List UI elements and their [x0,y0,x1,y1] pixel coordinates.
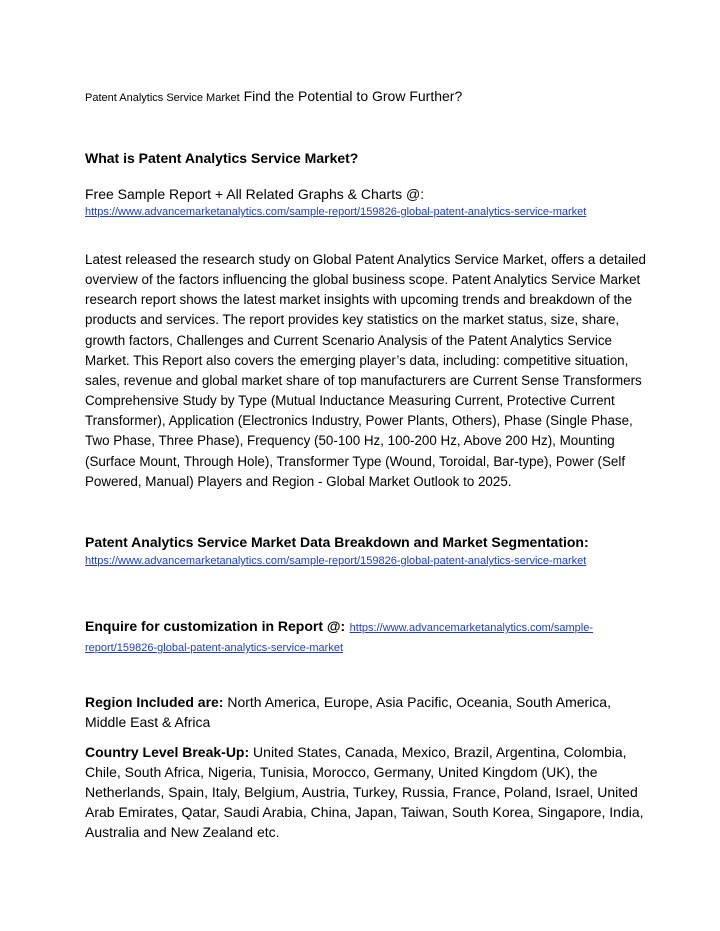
sample-link[interactable]: https://www.advancemarketanalytics.com/sample-report/159826-global-patent-analytics-service-market [85,206,587,218]
page-title [85,86,645,108]
enquire-block [85,616,645,657]
enquire-label: Enquire for customization in Report @: [85,618,346,634]
breakdown-link[interactable]: https://www.advancemarketanalytics.com/sample-report/159826-global-patent-analytics-service-market [85,555,587,567]
region-label: Region Included are: [85,694,224,710]
title-large: Find the Potential to Grow Further? [243,88,463,104]
breakdown-heading: Patent Analytics Service Market Data Breakdown and Market Segmentation: [85,534,589,550]
country-block [85,742,645,842]
region-block [85,692,645,732]
country-text: United States, Canada, Mexico, Brazil, Argentina, Colombia, Chile, South Africa, Nigeria, Tunisia, Morocco, Germany, United Kingdom (UK), the Netherlands, Spain, Italy, Belgium, Austria, Turkey, Russia, France, Poland, Israel, United Arab Emirates, Qatar, Saudi Arabia, China, Japan, Taiwan, South Korea, Singapore, India, Australia and New Zealand etc. [85,744,644,840]
enquire-link[interactable]: https://www.advancemarketanalytics.com/sample-report/159826-global-patent-analytics-service-market [85,622,593,654]
intro-paragraph: Latest released the research study on Global Patent Analytics Service Market, offers a detailed overview of the factors influencing the global business scope. Patent Analytics Service Market research report shows the latest market insights with upcoming trends and breakdown of the products and services. The report provides key statistics on the market status, size, share, growth factors, Challenges and Current Scenario Analysis of the Patent Analytics Service Market. This Report also covers the emerging player’s data, including: competitive situation, sales, revenue and global market share of top manufacturers are Current Sense Transformers Comprehensive Study by Type (Mutual Inductance Measuring Current, Protective Current Transformer), Application (Electronics Industry, Power Plants, Others), Phase (Single Phase, Two Phase, Three Phase), Frequency (50-100 Hz, 100-200 Hz, Above 200 Hz), Mounting (Surface Mount, Through Hole), Transformer Type (Wound, Toroidal, Bar-type), Power (Self Powered, Manual) Players and Region - Global Market Outlook to 2025. [85,252,646,489]
title-small: Patent Analytics Service Market [85,92,240,104]
region-text: North America, Europe, Asia Pacific, Oceania, South America, Middle East & Africa [85,694,611,730]
sample-label: Free Sample Report + All Related Graphs & Charts @: [85,186,425,202]
question-heading: What is Patent Analytics Service Market? [85,150,359,166]
country-label: Country Level Break-Up: [85,744,250,760]
